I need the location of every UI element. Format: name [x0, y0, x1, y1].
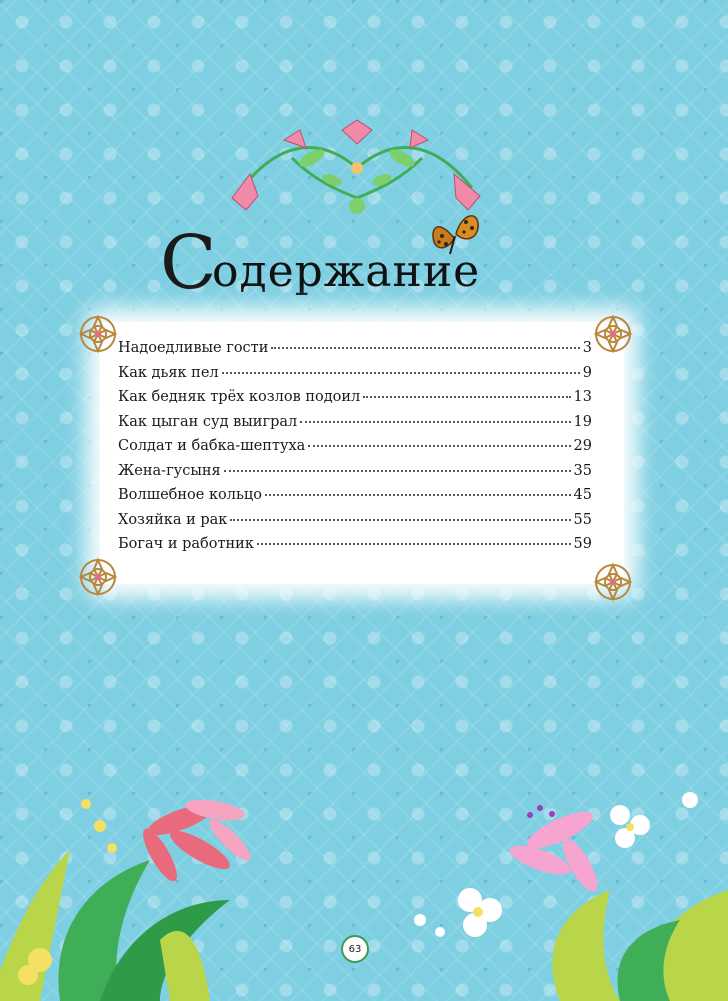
toc-entry-title: Солдат и бабка-шептуха — [118, 438, 306, 454]
toc-entry-page: 45 — [573, 487, 592, 503]
toc-entry-title: Как бедняк трёх козлов подоил — [118, 389, 361, 405]
rosette-icon — [592, 561, 634, 603]
toc-entry-page: 59 — [573, 536, 592, 552]
title-text: одержание — [212, 246, 481, 297]
toc-entry-title: Надоедливые гости — [118, 340, 269, 356]
toc-entry[interactable] — [118, 365, 592, 390]
toc-entry[interactable] — [118, 340, 592, 365]
toc-entry[interactable] — [118, 536, 592, 561]
rosette-icon — [77, 556, 119, 598]
toc-entry-page: 9 — [582, 364, 592, 381]
toc-leader-dots — [230, 518, 570, 521]
toc-entry[interactable] — [118, 438, 592, 463]
page-title — [160, 220, 580, 308]
toc-entry[interactable] — [118, 389, 592, 414]
toc-leader-dots — [363, 395, 570, 398]
toc-entry-title: Волшебное кольцо — [118, 487, 262, 503]
toc-entry[interactable] — [118, 414, 592, 439]
floral-ornament-icon — [222, 118, 492, 218]
toc-entry-title: Жена-гусыня — [118, 462, 221, 479]
toc-entry[interactable] — [118, 463, 592, 488]
table-of-contents — [118, 340, 592, 561]
toc-entry-title: Как дьяк пел — [118, 364, 219, 381]
toc-entry[interactable] — [118, 487, 592, 512]
toc-leader-dots — [265, 493, 571, 496]
toc-entry-page: 29 — [573, 438, 592, 454]
toc-leader-dots — [224, 469, 571, 472]
toc-entry-page: 3 — [582, 340, 592, 356]
toc-leader-dots — [222, 371, 580, 374]
toc-leader-dots — [257, 542, 571, 545]
title-initial-letter: С — [160, 220, 217, 306]
toc-entry-title: Как цыган суд выиграл — [118, 413, 298, 430]
toc-entry-page: 13 — [573, 389, 592, 405]
flowers-decoration-icon — [0, 770, 728, 1001]
toc-leader-dots — [308, 444, 570, 447]
toc-leader-dots — [271, 346, 579, 349]
toc-entry-page: 55 — [573, 511, 592, 528]
rosette-icon — [77, 313, 119, 355]
page-number-badge — [341, 935, 369, 963]
toc-entry-title: Хозяйка и рак — [118, 511, 228, 528]
toc-entry-title: Богач и работник — [118, 536, 254, 552]
toc-leader-dots — [300, 420, 570, 423]
toc-entry-page: 19 — [573, 413, 592, 430]
rosette-icon — [592, 313, 634, 355]
page-number: 63 — [348, 943, 362, 955]
toc-entry[interactable] — [118, 512, 592, 537]
toc-entry-page: 35 — [573, 462, 592, 479]
